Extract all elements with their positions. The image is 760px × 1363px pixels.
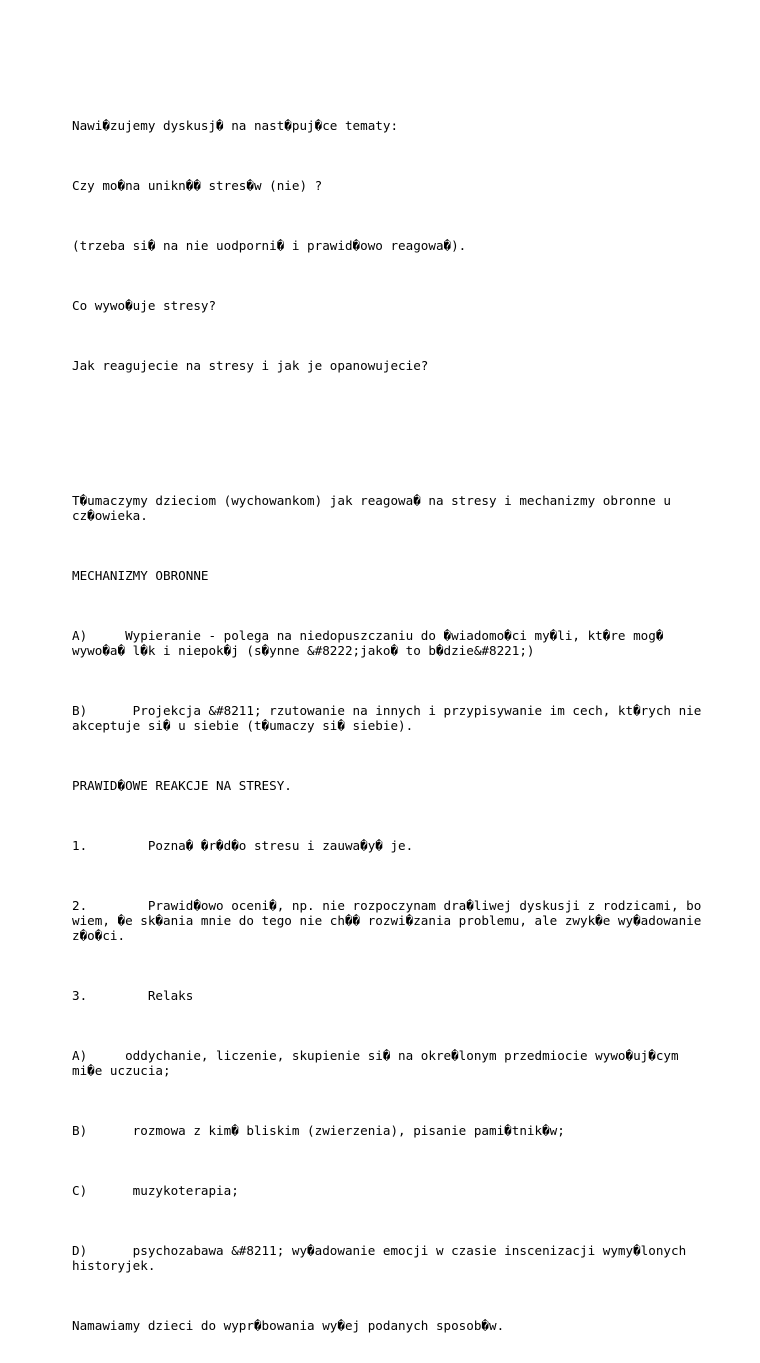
reaction-1: 1. Pozna� �r�d�o stresu i zauwa�y� je. bbox=[72, 838, 414, 853]
relax-a: A) oddychanie, liczenie, skupienie si� na okre�lonym przedmiocie wywo�uj�cym mi�e uczucia; bbox=[72, 1048, 687, 1078]
mechanism-a: A) Wypieranie - polega na niedopuszczaniu do �wiadomo�ci my�li, kt�re mog� wywo�a� l�k i niepok�j (s�ynne &#8222;jako� to b�dzie&#8221;) bbox=[72, 628, 671, 658]
mechanisms-heading: MECHANIZMY OBRONNE bbox=[72, 568, 209, 583]
closing-paragraph: Namawiamy dzieci do wypr�bowania wy�ej podanych sposob�w. bbox=[72, 1318, 505, 1333]
intro-line-3: (trzeba si� na nie uodporni� i prawid�owo reagowa�). bbox=[72, 238, 467, 253]
document-body bbox=[72, 88, 712, 1363]
intro-line-5: Jak reagujecie na stresy i jak je opanowujecie? bbox=[72, 358, 429, 373]
relax-b: B) rozmowa z kim� bliskim (zwierzenia), pisanie pami�tnik�w; bbox=[72, 1123, 565, 1138]
intro-line-2: Czy mo�na unikn�� stres�w (nie) ? bbox=[72, 178, 323, 193]
intro-line-4: Co wywo�uje stresy? bbox=[72, 298, 217, 313]
reaction-3: 3. Relaks bbox=[72, 988, 194, 1003]
section-spacer bbox=[72, 418, 712, 463]
relax-c: C) muzykoterapia; bbox=[72, 1183, 239, 1198]
explanation-paragraph: T�umaczymy dzieciom (wychowankom) jak reagowa� na stresy i mechanizmy obronne u cz�owieka. bbox=[72, 493, 679, 523]
mechanism-b: B) Projekcja &#8211; rzutowanie na innych i przypisywanie im cech, kt�rych nie akceptuje si� u siebie (t�umaczy si� siebie). bbox=[72, 703, 709, 733]
relax-d: D) psychozabawa &#8211; wy�adowanie emocji w czasie inscenizacji wymy�lonych historyjek. bbox=[72, 1243, 694, 1273]
intro-line-1: Nawi�zujemy dyskusj� na nast�puj�ce tematy: bbox=[72, 118, 399, 133]
reactions-heading: PRAWID�OWE REAKCJE NA STRESY. bbox=[72, 778, 292, 793]
reaction-2: 2. Prawid�owo oceni�, np. nie rozpoczynam dra�liwej dyskusji z rodzicami, bo wiem, �e sk�ania mnie do tego nie ch�� rozwi�zania problemu, ale zwyk�e wy�adowanie z�o�ci. bbox=[72, 898, 709, 943]
